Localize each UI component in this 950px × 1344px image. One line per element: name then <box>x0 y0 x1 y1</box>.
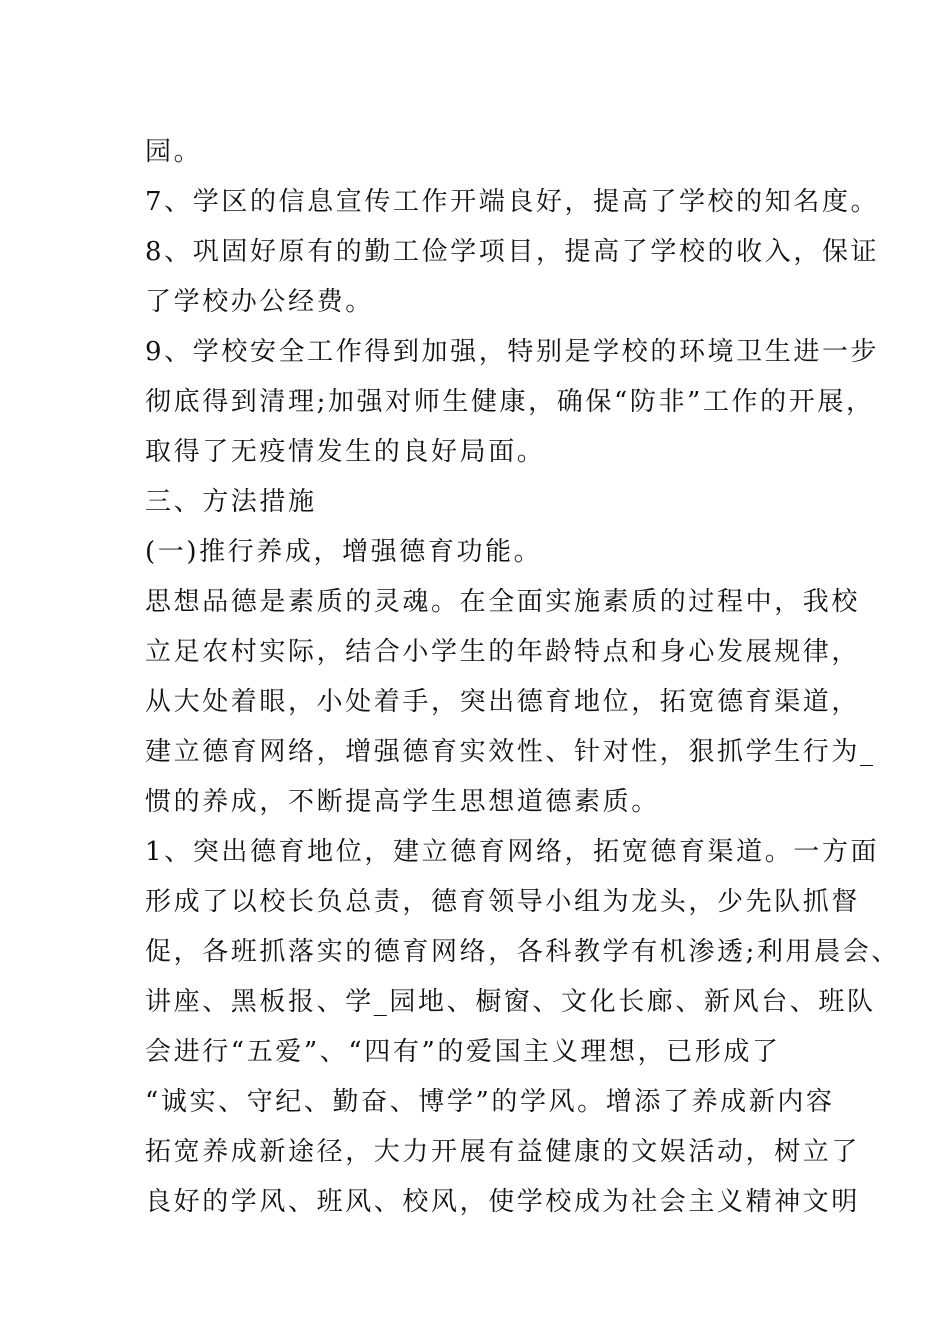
text-line: 形成了以校长负总责，德育领导小组为龙头，少先队抓督 <box>145 887 861 917</box>
section-heading: 三、方法措施 <box>145 487 317 517</box>
text-line: 从大处着眼，小处着手，突出德育地位，拓宽德育渠道， <box>145 687 861 717</box>
text-line: 思想品德是素质的灵魂。在全面实施素质的过程中，我校 <box>145 587 861 617</box>
text-line: 1、突出德育地位，建立德育网络，拓宽德育渠道。一方面 <box>145 837 880 867</box>
text-line: 立足农村实际，结合小学生的年龄特点和身心发展规律， <box>145 637 861 667</box>
text-line: 9、学校安全工作得到加强，特别是学校的环境卫生进一步 <box>145 337 880 367</box>
text-line: 园。 <box>145 137 203 167</box>
text-line: 了学校办公经费。 <box>145 287 374 317</box>
subsection-heading: (一)推行养成，增强德育功能。 <box>145 537 543 567</box>
text-line: “诚实、守纪、勤奋、博学”的学风。增添了养成新内容 <box>145 1087 835 1117</box>
text-line: 惯的养成，不断提高学生思想道德素质。 <box>145 787 660 817</box>
text-line: 良好的学风、班风、校风，使学校成为社会主义精神文明 <box>145 1187 861 1217</box>
text-line: 彻底得到清理;加强对师生健康，确保“防非”工作的开展， <box>145 387 875 417</box>
text-line: 会进行“五爱”、“四有”的爱国主义理想，已形成了 <box>145 1037 781 1067</box>
text-line: 8、巩固好原有的勤工俭学项目，提高了学校的收入，保证 <box>145 237 880 267</box>
text-line: 取得了无疫情发生的良好局面。 <box>145 437 546 467</box>
text-line: 讲座、黑板报、学_园地、橱窗、文化长廊、新风台、班队 <box>145 987 876 1017</box>
text-line: 建立德育网络，增强德育实效性、针对性，狠抓学生行为_ <box>145 737 876 767</box>
text-line: 拓宽养成新途径，大力开展有益健康的文娱活动，树立了 <box>145 1137 861 1167</box>
text-line: 7、学区的信息宣传工作开端良好，提高了学校的知名度。 <box>145 187 880 217</box>
text-line: 促，各班抓落实的德育网络，各科教学有机渗透;利用晨会、 <box>145 937 900 967</box>
